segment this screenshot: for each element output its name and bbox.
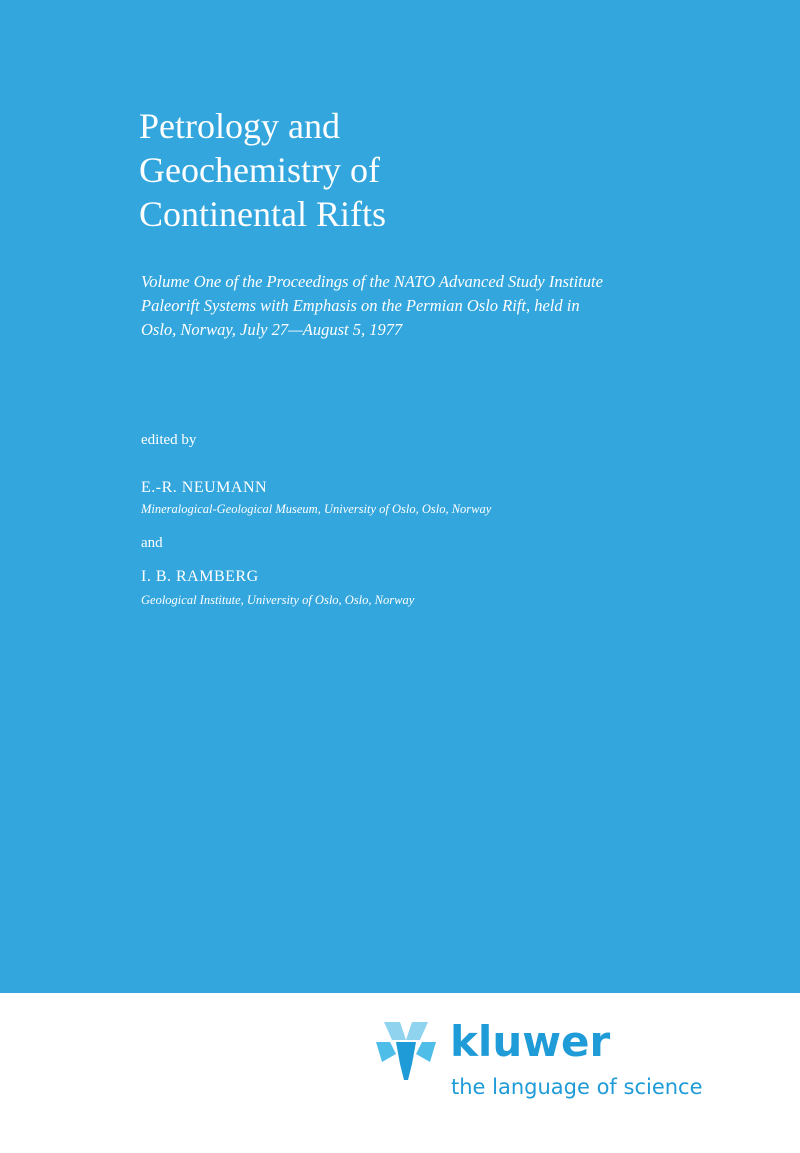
editor-2-name: I. B. RAMBERG [141, 568, 259, 585]
title-line-2: Geochemistry of [139, 150, 380, 190]
kluwer-flower-icon [374, 1018, 438, 1082]
publisher-tagline: the language of science [451, 1075, 703, 1099]
editor-2-affiliation: Geological Institute, University of Oslo, Oslo, Norway [141, 593, 415, 607]
editor-1-name: E.-R. NEUMANN [141, 479, 268, 496]
subtitle-line-2: Paleorift Systems with Emphasis on the Permian Oslo Rift, held in [141, 296, 580, 315]
book-title [139, 104, 386, 236]
editor-1-affiliation: Mineralogical-Geological Museum, University of Oslo, Oslo, Norway [141, 502, 492, 516]
subtitle-line-1: Volume One of the Proceedings of the NATO Advanced Study Institute [141, 272, 603, 291]
book-subtitle [141, 270, 603, 342]
subtitle-line-3: Oslo, Norway, July 27—August 5, 1977 [141, 320, 403, 339]
publisher-name: kluwer [450, 1017, 611, 1066]
title-line-3: Continental Rifts [139, 194, 386, 234]
title-line-1: Petrology and [139, 106, 340, 146]
edited-by-label: edited by [141, 432, 197, 448]
and-conjunction: and [141, 535, 163, 551]
